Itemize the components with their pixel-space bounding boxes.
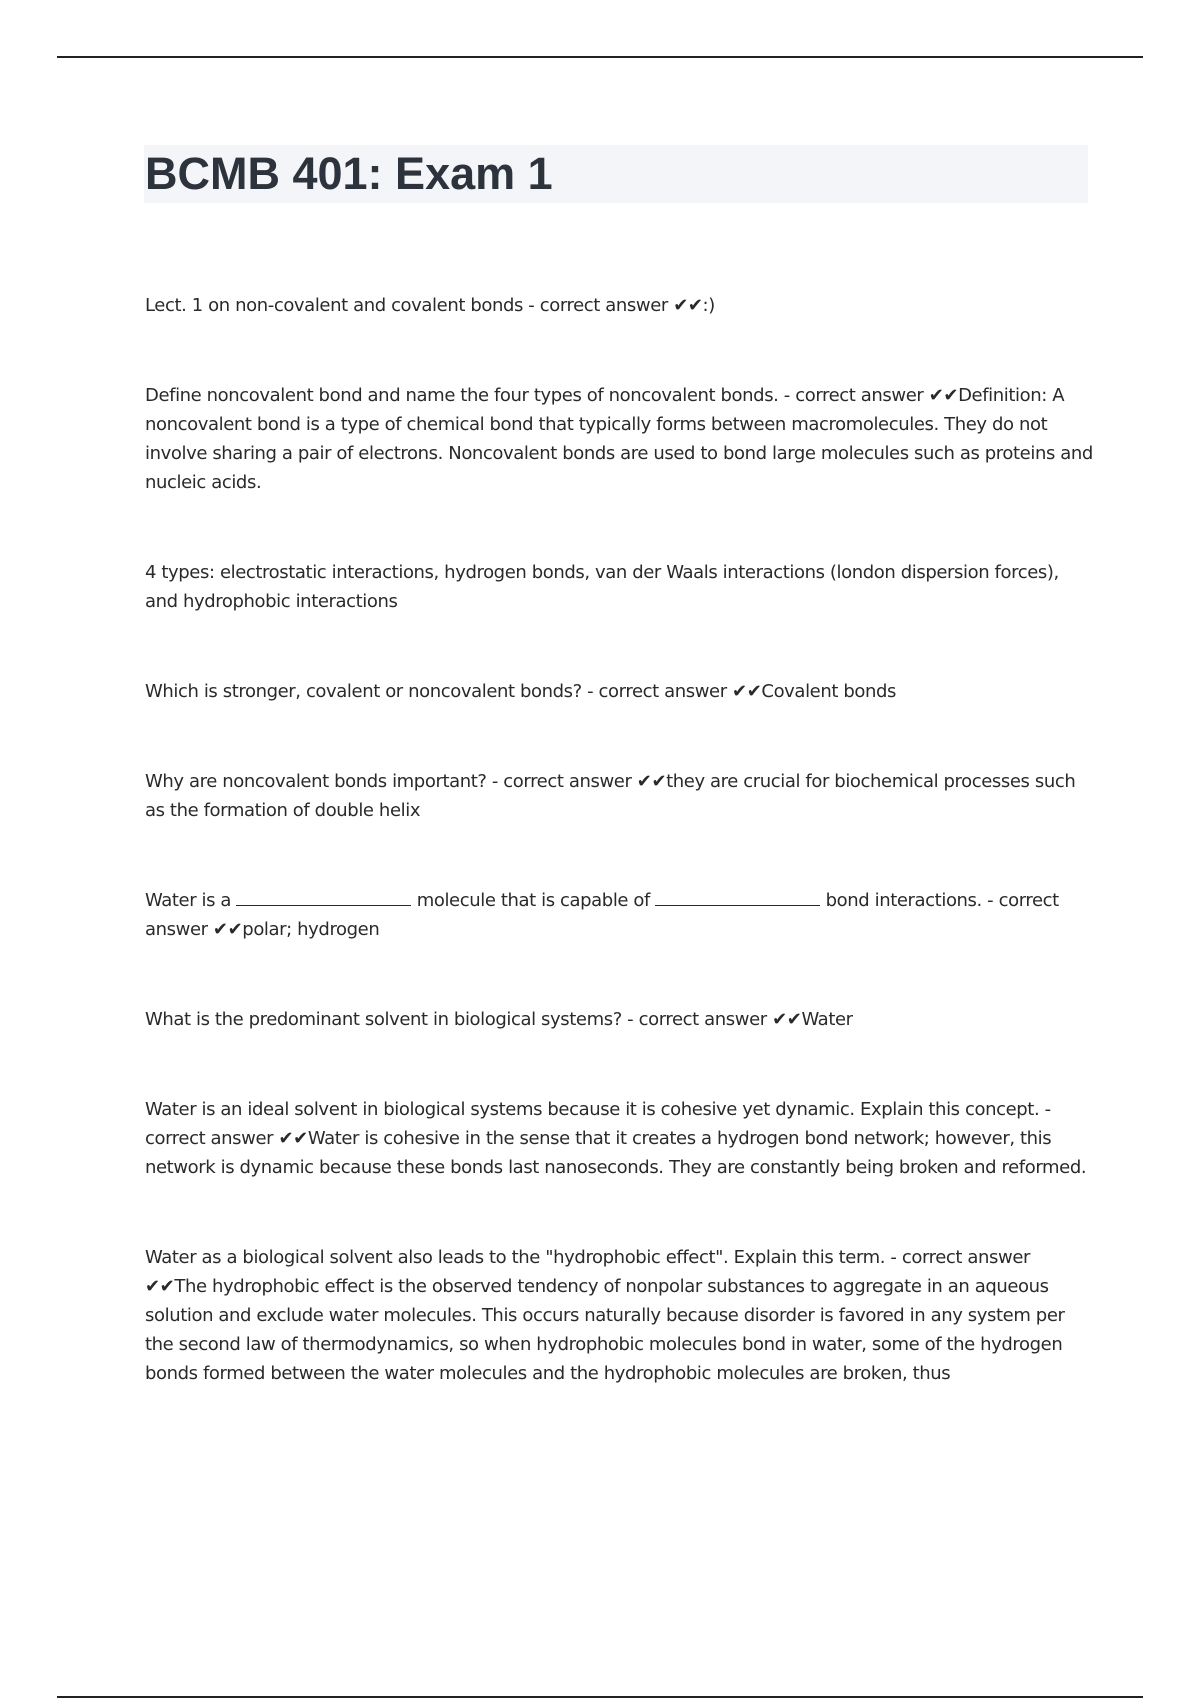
entry-predominant-solvent: What is the predominant solvent in biological systems? - correct answer ✔✔Water (145, 1009, 853, 1030)
entry-define-noncovalent: Define noncovalent bond and name the four types of noncovalent bonds. - correct answer ✔✔Definition: A noncovalent bond is a type of chemical bond that typically forms between macromolecules. They do not involve sharing a pair of electrons. Noncovalent bonds are used to bond large molecules such as proteins and nucleic acids. (145, 385, 1093, 493)
document-body (145, 291, 1093, 1388)
fill-in-text-middle: molecule that is capable of (411, 890, 656, 911)
fill-in-blank-1 (236, 887, 411, 906)
document-title: BCMB 401: Exam 1 (145, 148, 553, 199)
fill-in-blank-2 (655, 887, 820, 906)
entry-water-fill-in (145, 886, 1093, 944)
entry-cohesive-dynamic: Water is an ideal solvent in biological systems because it is cohesive yet dynamic. Explain this concept. - correct answer ✔✔Water is cohesive in the sense that it creates a hydrogen bond network; however, this network is dynamic because these bonds last nanoseconds. They are constantly being broken and reformed. (145, 1099, 1087, 1178)
entry-hydrophobic-effect: Water as a biological solvent also leads to the "hydrophobic effect". Explain this term. - correct answer ✔✔The hydrophobic effect is the observed tendency of nonpolar substances to aggregate in an aqueous solution and exclude water molecules. This occurs naturally because disorder is favored in any system per the second law of thermodynamics, so when hydrophobic molecules bond in water, some of the hydrogen bonds formed between the water molecules and the hydrophobic molecules are broken, thus (145, 1247, 1065, 1384)
entry-stronger-bonds: Which is stronger, covalent or noncovalent bonds? - correct answer ✔✔Covalent bonds (145, 681, 896, 702)
entry-lecture-heading: Lect. 1 on non-covalent and covalent bonds - correct answer ✔✔:) (145, 295, 715, 316)
footer-rule (57, 1696, 1143, 1698)
fill-in-text-start: Water is a (145, 890, 237, 911)
entry-four-types: 4 types: electrostatic interactions, hydrogen bonds, van der Waals interactions (london dispersion forces), and hydrophobic interactions (145, 562, 1059, 612)
fill-in-text-end: bond interactions. - correct answer ✔✔polar; hydrogen (145, 890, 1059, 940)
header-rule (57, 56, 1143, 58)
entry-why-important: Why are noncovalent bonds important? - correct answer ✔✔they are crucial for biochemical processes such as the formation of double helix (145, 771, 1076, 821)
